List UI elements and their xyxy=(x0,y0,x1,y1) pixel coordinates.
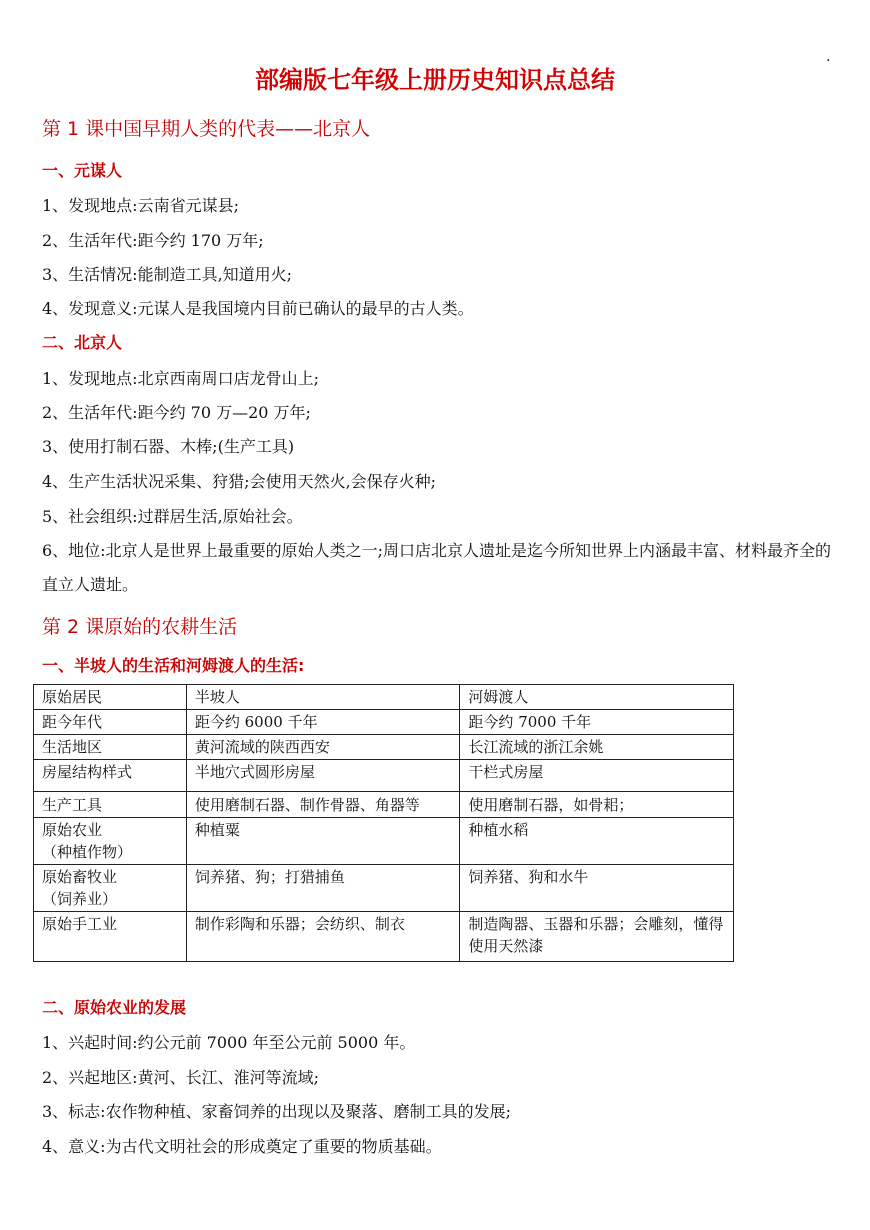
list-item: 3、生活情况:能制造工具,知道用火; xyxy=(42,265,293,284)
table-cell: 半坡人 xyxy=(186,685,460,710)
list-item: 2、生活年代:距今约 170 万年; xyxy=(42,231,264,250)
table-cell: 长江流域的浙江余姚 xyxy=(460,735,734,760)
table-cell: 河姆渡人 xyxy=(460,685,734,710)
list-item: 6、地位:北京人是世界上最重要的原始人类之一;周口店北京人遗址是迄今所知世界上内涵最丰富、材料最齐全的直立人遗址。 xyxy=(42,541,831,594)
table-cell: 制造陶器、玉器和乐器；会雕刻，懂得使用天然漆 xyxy=(460,912,734,962)
lesson-2-heading: 第 2 课原始的农耕生活 xyxy=(42,616,238,638)
table-cell: 种植水稻 xyxy=(460,818,734,865)
section-agriculture-heading: 二、原始农业的发展 xyxy=(42,998,187,1017)
list-item: 1、发现地点:北京西南周口店龙骨山上; xyxy=(42,369,319,388)
list-item: 4、生产生活状况采集、狩猎;会使用天然火,会保存火种; xyxy=(42,472,437,491)
table-row xyxy=(34,760,734,792)
corner-mark: . xyxy=(826,49,831,65)
table-cell: 原始居民 xyxy=(34,685,187,710)
table-cell: 使用磨制石器，如骨耜； xyxy=(460,792,734,818)
section-beijing-man-heading: 二、北京人 xyxy=(42,333,123,352)
table-cell: 饲养猪、狗；打猎捕鱼 xyxy=(186,865,460,912)
comparison-table xyxy=(33,684,734,962)
list-item: 4、发现意义:元谋人是我国境内目前已确认的最早的古人类。 xyxy=(42,299,474,318)
list-item: 2、生活年代:距今约 70 万—20 万年; xyxy=(42,403,311,422)
list-item: 1、发现地点:云南省元谋县; xyxy=(42,196,239,215)
table-cell: 干栏式房屋 xyxy=(460,760,734,792)
document-title: 部编版七年级上册历史知识点总结 xyxy=(255,66,615,94)
table-cell: 制作彩陶和乐器；会纺织、制衣 xyxy=(186,912,460,962)
table-row xyxy=(34,865,734,912)
list-item: 4、意义:为古代文明社会的形成奠定了重要的物质基础。 xyxy=(42,1137,442,1156)
section-yuanmou-heading: 一、元谋人 xyxy=(42,161,123,180)
list-item: 1、兴起时间:约公元前 7000 年至公元前 5000 年。 xyxy=(42,1033,416,1052)
table-row xyxy=(34,710,734,735)
list-item: 3、标志:农作物种植、家畜饲养的出现以及聚落、磨制工具的发展; xyxy=(42,1102,511,1121)
table-cell: 原始手工业 xyxy=(34,912,187,962)
list-item: 3、使用打制石器、木棒;(生产工具) xyxy=(42,437,295,456)
lesson-1-heading: 第 1 课中国早期人类的代表——北京人 xyxy=(42,118,371,140)
table-cell: 半地穴式圆形房屋 xyxy=(186,760,460,792)
table-cell: 生活地区 xyxy=(34,735,187,760)
table-row xyxy=(34,685,734,710)
table-cell: 种植粟 xyxy=(186,818,460,865)
table-cell: 饲养猪、狗和水牛 xyxy=(460,865,734,912)
list-item: 2、兴起地区:黄河、长江、淮河等流域; xyxy=(42,1068,319,1087)
table-cell: 距今年代 xyxy=(34,710,187,735)
table-cell: 房屋结构样式 xyxy=(34,760,187,792)
table-cell: 距今约 6000 千年 xyxy=(186,710,460,735)
list-item: 5、社会组织:过群居生活,原始社会。 xyxy=(42,507,303,526)
table-cell: 生产工具 xyxy=(34,792,187,818)
table-cell: 使用磨制石器、制作骨器、角器等 xyxy=(186,792,460,818)
table-row xyxy=(34,792,734,818)
section-banpo-hemudu-heading: 一、半坡人的生活和河姆渡人的生活: xyxy=(42,656,305,675)
table-cell: 黄河流域的陕西西安 xyxy=(186,735,460,760)
table-cell: 原始农业 （种植作物） xyxy=(34,818,187,865)
table-row xyxy=(34,735,734,760)
table-row xyxy=(34,912,734,962)
table-row xyxy=(34,818,734,865)
table-cell: 距今约 7000 千年 xyxy=(460,710,734,735)
table-cell: 原始畜牧业 （饲养业） xyxy=(34,865,187,912)
